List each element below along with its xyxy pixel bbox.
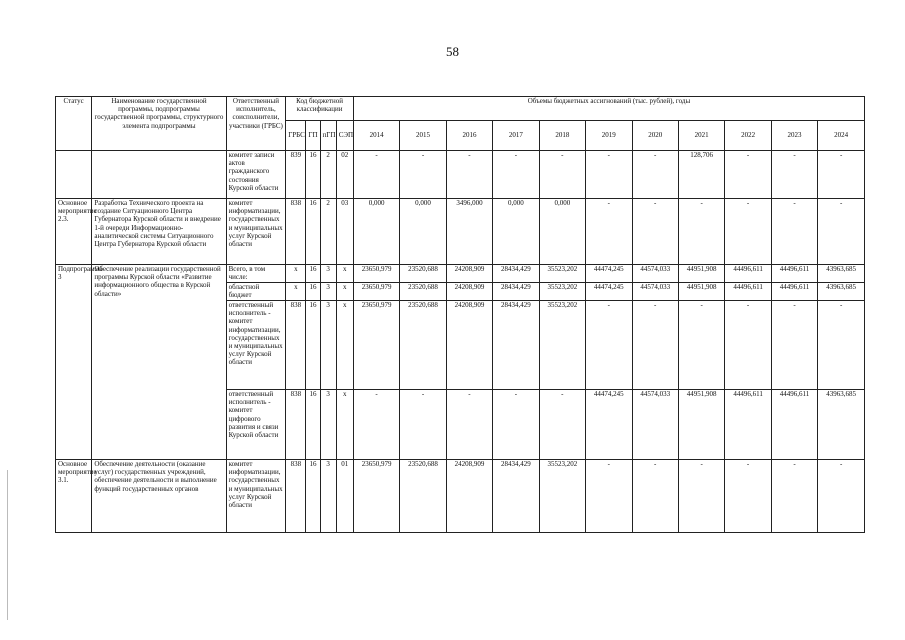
cell-value: - bbox=[353, 151, 399, 199]
cell-gp: 16 bbox=[306, 199, 320, 265]
cell-value: 44574,033 bbox=[632, 283, 678, 301]
cell-value: 35523,202 bbox=[539, 265, 585, 283]
cell-gp: 16 bbox=[306, 460, 320, 533]
cell-executor: комитет информатизации, государственных и муниципальных услуг Курской области bbox=[226, 460, 286, 533]
cell-value: - bbox=[725, 460, 771, 533]
cell-value: - bbox=[678, 460, 724, 533]
cell-value: 44574,033 bbox=[632, 265, 678, 283]
table-row bbox=[56, 199, 865, 265]
header-volumes: Объемы бюджетных ассигнований (тыс. рублей), годы bbox=[353, 97, 864, 121]
cell-value: 24208,909 bbox=[446, 301, 492, 390]
cell-value: - bbox=[446, 390, 492, 460]
cell-status: Основное мероприятие 2.3. bbox=[56, 199, 92, 265]
cell-gp: 16 bbox=[306, 151, 320, 199]
cell-value: 24208,909 bbox=[446, 265, 492, 283]
header-year: 2017 bbox=[493, 121, 539, 151]
cell-value: 24208,909 bbox=[446, 460, 492, 533]
cell-value: 35523,202 bbox=[539, 283, 585, 301]
cell-pgp: 3 bbox=[320, 283, 336, 301]
cell-value: 44951,908 bbox=[678, 283, 724, 301]
cell-value: 0,000 bbox=[400, 199, 446, 265]
cell-executor: ответственный исполнитель - комитет цифрового развития и связи Курской области bbox=[226, 390, 286, 460]
cell-value: - bbox=[586, 460, 632, 533]
cell-value: 3496,000 bbox=[446, 199, 492, 265]
cell-value: 28434,429 bbox=[493, 301, 539, 390]
cell-sep: 02 bbox=[336, 151, 353, 199]
cell-value: - bbox=[353, 390, 399, 460]
cell-name: Обеспечение деятельности (оказание услуг) государственных учреждений, обеспечение деятельности и выполнение функций государственных органов bbox=[92, 460, 226, 533]
cell-value: - bbox=[539, 151, 585, 199]
cell-value: 23520,688 bbox=[400, 460, 446, 533]
cell-value: 0,000 bbox=[539, 199, 585, 265]
scan-artifact bbox=[7, 470, 8, 620]
header-year: 2015 bbox=[400, 121, 446, 151]
cell-value: - bbox=[771, 151, 817, 199]
header-status: Статус bbox=[56, 97, 92, 151]
cell-value: 128,706 bbox=[678, 151, 724, 199]
cell-value: 24208,909 bbox=[446, 283, 492, 301]
header-grbs: ГРБС bbox=[286, 121, 306, 151]
cell-sep: 01 bbox=[336, 460, 353, 533]
header-year: 2016 bbox=[446, 121, 492, 151]
header-year: 2014 bbox=[353, 121, 399, 151]
cell-value: - bbox=[725, 301, 771, 390]
header-year: 2020 bbox=[632, 121, 678, 151]
cell-value: - bbox=[771, 460, 817, 533]
cell-executor: комитет информатизации, государственных и муниципальных услуг Курской области bbox=[226, 199, 286, 265]
budget-table bbox=[55, 96, 865, 533]
cell-value: - bbox=[771, 301, 817, 390]
cell-grbs: 839 bbox=[286, 151, 306, 199]
cell-value: 28434,429 bbox=[493, 283, 539, 301]
cell-executor: областной бюджет bbox=[226, 283, 286, 301]
cell-pgp: 3 bbox=[320, 460, 336, 533]
cell-value: - bbox=[725, 151, 771, 199]
header-year: 2022 bbox=[725, 121, 771, 151]
cell-value: 0,000 bbox=[353, 199, 399, 265]
cell-value: - bbox=[493, 151, 539, 199]
cell-name bbox=[92, 151, 226, 199]
cell-status bbox=[56, 151, 92, 199]
header-year: 2019 bbox=[586, 121, 632, 151]
cell-value: 23650,979 bbox=[353, 460, 399, 533]
cell-value: 44474,245 bbox=[586, 283, 632, 301]
cell-executor: Всего, в том числе: bbox=[226, 265, 286, 283]
header-year: 2023 bbox=[771, 121, 817, 151]
cell-value: 23650,979 bbox=[353, 265, 399, 283]
cell-value: - bbox=[818, 301, 865, 390]
cell-sep: х bbox=[336, 265, 353, 283]
cell-grbs: 838 bbox=[286, 301, 306, 390]
cell-value: 44474,245 bbox=[586, 390, 632, 460]
cell-pgp: 3 bbox=[320, 390, 336, 460]
cell-value: - bbox=[818, 199, 865, 265]
cell-executor: ответственный исполнитель - комитет информатизации, государственных и муниципальных услуг Курской области bbox=[226, 301, 286, 390]
cell-grbs: х bbox=[286, 265, 306, 283]
cell-value: 28434,429 bbox=[493, 460, 539, 533]
cell-value: 44951,908 bbox=[678, 265, 724, 283]
header-code-group: Код бюджетной классификации bbox=[286, 97, 354, 121]
cell-value: 0,000 bbox=[493, 199, 539, 265]
cell-pgp: 3 bbox=[320, 265, 336, 283]
cell-value: - bbox=[632, 460, 678, 533]
cell-sep: 03 bbox=[336, 199, 353, 265]
cell-value: - bbox=[818, 460, 865, 533]
cell-value: - bbox=[632, 199, 678, 265]
cell-value: - bbox=[586, 199, 632, 265]
cell-value: 44496,611 bbox=[725, 265, 771, 283]
cell-value: 43963,685 bbox=[818, 390, 865, 460]
header-name: Наименование государственной программы, подпрограммы государственной программы, структурного элемента подпрограммы bbox=[92, 97, 226, 151]
cell-gp: 16 bbox=[306, 301, 320, 390]
cell-value: 44951,908 bbox=[678, 390, 724, 460]
cell-value: 35523,202 bbox=[539, 301, 585, 390]
header-sep: СЭП bbox=[336, 121, 353, 151]
cell-gp: 16 bbox=[306, 390, 320, 460]
cell-status: Основное мероприятие 3.1. bbox=[56, 460, 92, 533]
cell-value: - bbox=[446, 151, 492, 199]
cell-value: - bbox=[493, 390, 539, 460]
cell-grbs: х bbox=[286, 283, 306, 301]
cell-value: 23650,979 bbox=[353, 301, 399, 390]
cell-value: 43963,685 bbox=[818, 265, 865, 283]
cell-pgp: 2 bbox=[320, 151, 336, 199]
cell-value: - bbox=[586, 301, 632, 390]
cell-value: - bbox=[818, 151, 865, 199]
header-executor: Ответственный исполнитель, соисполнители, участники (ГРБС) bbox=[226, 97, 286, 151]
table-row bbox=[56, 151, 865, 199]
cell-sep: х bbox=[336, 283, 353, 301]
cell-value: - bbox=[400, 151, 446, 199]
cell-value: - bbox=[725, 199, 771, 265]
cell-value: 44496,611 bbox=[771, 283, 817, 301]
cell-value: 23520,688 bbox=[400, 265, 446, 283]
cell-sep: х bbox=[336, 301, 353, 390]
header-gp: ГП bbox=[306, 121, 320, 151]
cell-value: - bbox=[678, 301, 724, 390]
cell-value: - bbox=[771, 199, 817, 265]
cell-value: 43963,685 bbox=[818, 283, 865, 301]
cell-value: 23520,688 bbox=[400, 283, 446, 301]
header-year: 2018 bbox=[539, 121, 585, 151]
cell-value: 44496,611 bbox=[771, 265, 817, 283]
header-year: 2021 bbox=[678, 121, 724, 151]
cell-grbs: 838 bbox=[286, 199, 306, 265]
cell-value: 44496,611 bbox=[725, 283, 771, 301]
cell-value: 44496,611 bbox=[725, 390, 771, 460]
cell-value: - bbox=[586, 151, 632, 199]
cell-value: 44474,245 bbox=[586, 265, 632, 283]
cell-gp: 16 bbox=[306, 283, 320, 301]
table-row bbox=[56, 460, 865, 533]
cell-grbs: 838 bbox=[286, 460, 306, 533]
cell-value: - bbox=[632, 301, 678, 390]
cell-value: 28434,429 bbox=[493, 265, 539, 283]
cell-executor: комитет записи актов гражданского состояния Курской области bbox=[226, 151, 286, 199]
cell-value: 35523,202 bbox=[539, 460, 585, 533]
cell-value: 23520,688 bbox=[400, 301, 446, 390]
cell-pgp: 2 bbox=[320, 199, 336, 265]
cell-value: 44574,033 bbox=[632, 390, 678, 460]
cell-name: Обеспечение реализации государственной программы Курской области «Развитие информационного общества в Курской области» bbox=[92, 265, 226, 460]
cell-grbs: 838 bbox=[286, 390, 306, 460]
cell-sep: х bbox=[336, 390, 353, 460]
cell-pgp: 3 bbox=[320, 301, 336, 390]
cell-status: Подпрограмма 3 bbox=[56, 265, 92, 460]
cell-name: Разработка Технического проекта на создание Ситуационного Центра Губернатора Курской области и внедрение 1-й очереди Информационно-аналитической системы Ситуационного Центра Губернатора Курской области bbox=[92, 199, 226, 265]
cell-value: - bbox=[678, 199, 724, 265]
cell-value: - bbox=[632, 151, 678, 199]
cell-value: 23650,979 bbox=[353, 283, 399, 301]
table-row bbox=[56, 265, 865, 283]
page-number: 58 bbox=[446, 44, 459, 59]
header-pgp: пГП bbox=[320, 121, 336, 151]
cell-gp: 16 bbox=[306, 265, 320, 283]
cell-value: - bbox=[400, 390, 446, 460]
cell-value: 44496,611 bbox=[771, 390, 817, 460]
cell-value: - bbox=[539, 390, 585, 460]
header-year: 2024 bbox=[818, 121, 865, 151]
